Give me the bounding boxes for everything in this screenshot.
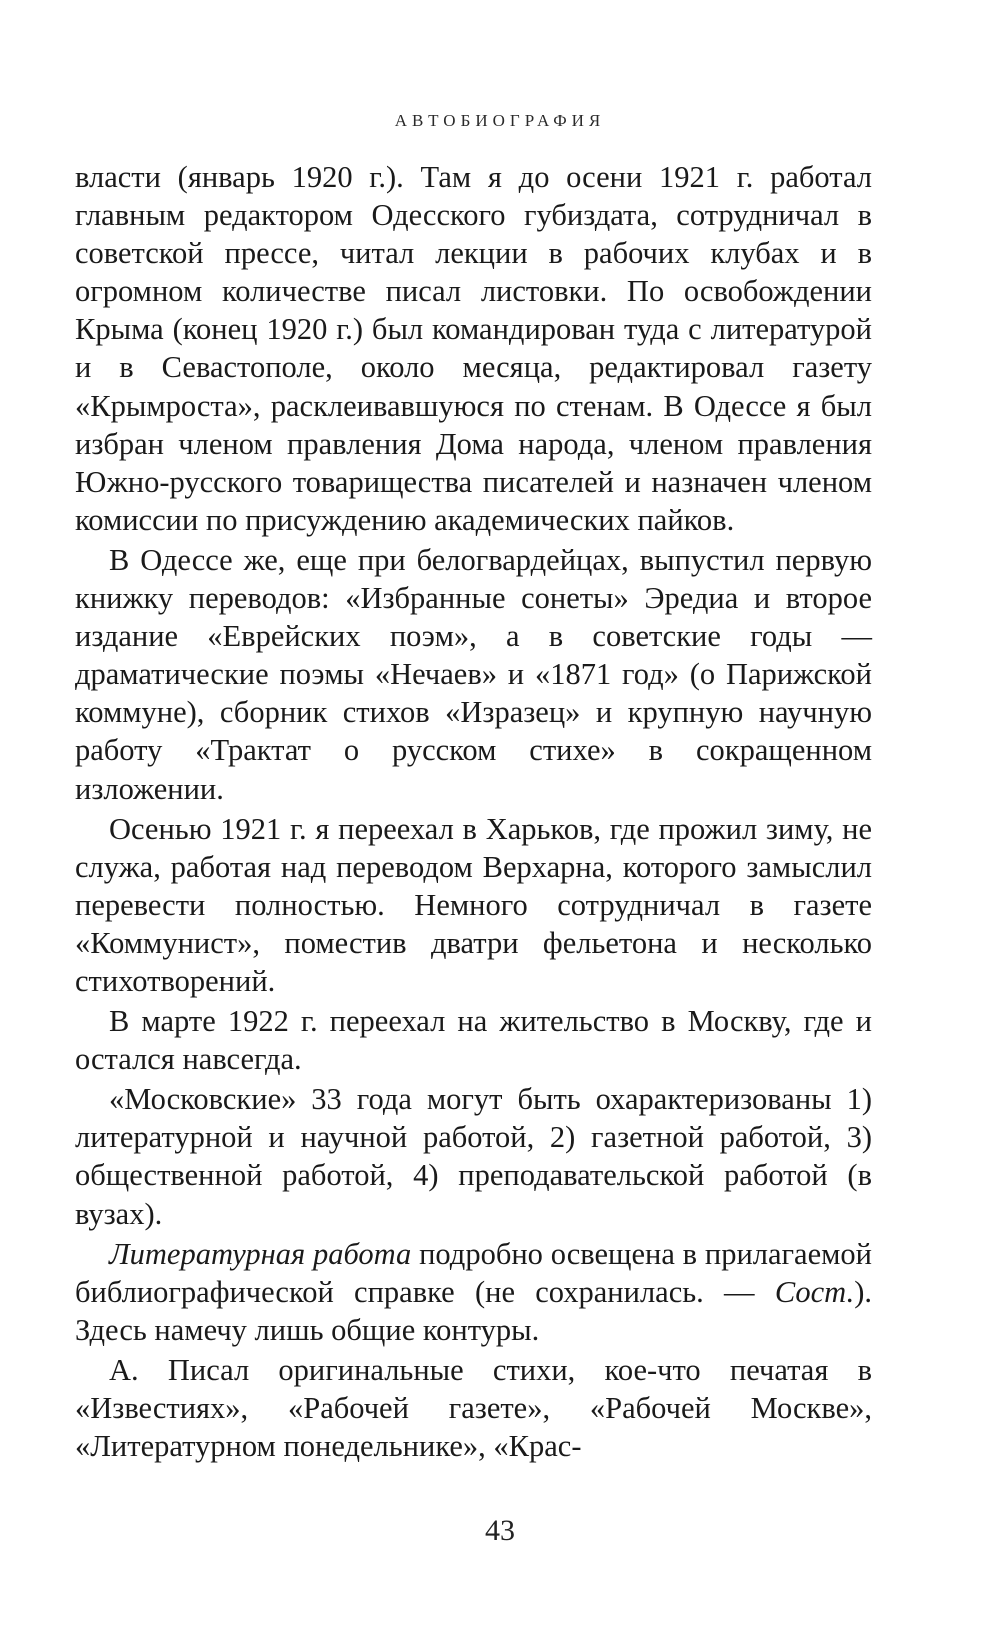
paragraph [75,1235,872,1349]
paragraph: власти (январь 1920 г.). Там я до осени 1921 г. работал главным редактором Одесского губиздата, сотрудничал в советской прессе, читал лекции в рабочих клубах и в огромном количестве писал листовки. По освобождении Крыма (конец 1920 г.) был командирован туда с литературой и в Севастополе, около месяца, редактировал газету «Крымроста», расклеивавшуюся по стенам. В Одессе я был избран членом правления Дома народа, членом правления Южно-русского товарищества писателей и назначен членом комиссии по присуждению академических пайков. [75,160,872,537]
body-text [75,158,872,1465]
running-head: АВТОБИОГРАФИЯ [394,111,606,130]
paragraph: «Московские» 33 года могут быть охарактеризованы 1) литературной и научной работой, 2) газетной работой, 3) общественной работой, 4) преподавательской работой (в вузах). [75,1082,872,1231]
paragraph: Осенью 1921 г. я переехал в Харьков, где прожил зиму, не служа, работая над переводом Верхарна, которого замыслил перевести полностью. Немного сотрудничал в газете «Коммунист», поместив дватри фельетона и несколько стихотворений. [75,811,872,998]
page-number: 43 [485,1514,515,1547]
paragraph: В Одессе же, еще при белогвардейцах, выпустил первую книжку переводов: «Избранные сонеты» Эредиа и второе издание «Еврейских поэм», а в советские годы — драматические поэмы «Нечаев» и «1871 год» (о Парижской коммуне), сборник стихов «Изразец» и крупную научную работу «Трактат о русском стихе» в сокращенном изложении. [75,542,872,806]
paragraph: В марте 1922 г. переехал на жительство в Москву, где и остался навсегда. [75,1004,872,1077]
paragraph-text: подробно освещена в прилагаемой библиографической справке (не сохранилась. — [75,1236,872,1309]
italic-phrase: Литературная работа [109,1236,412,1271]
paragraph: А. Писал оригинальные стихи, кое-что печатая в «Известиях», «Рабочей газете», «Рабочей Москве», «Литературном понедельнике», «Крас- [75,1352,872,1464]
paragraph-text: ). Здесь намечу лишь общие контуры. [75,1274,872,1347]
italic-abbreviation: Сост. [774,1274,855,1309]
